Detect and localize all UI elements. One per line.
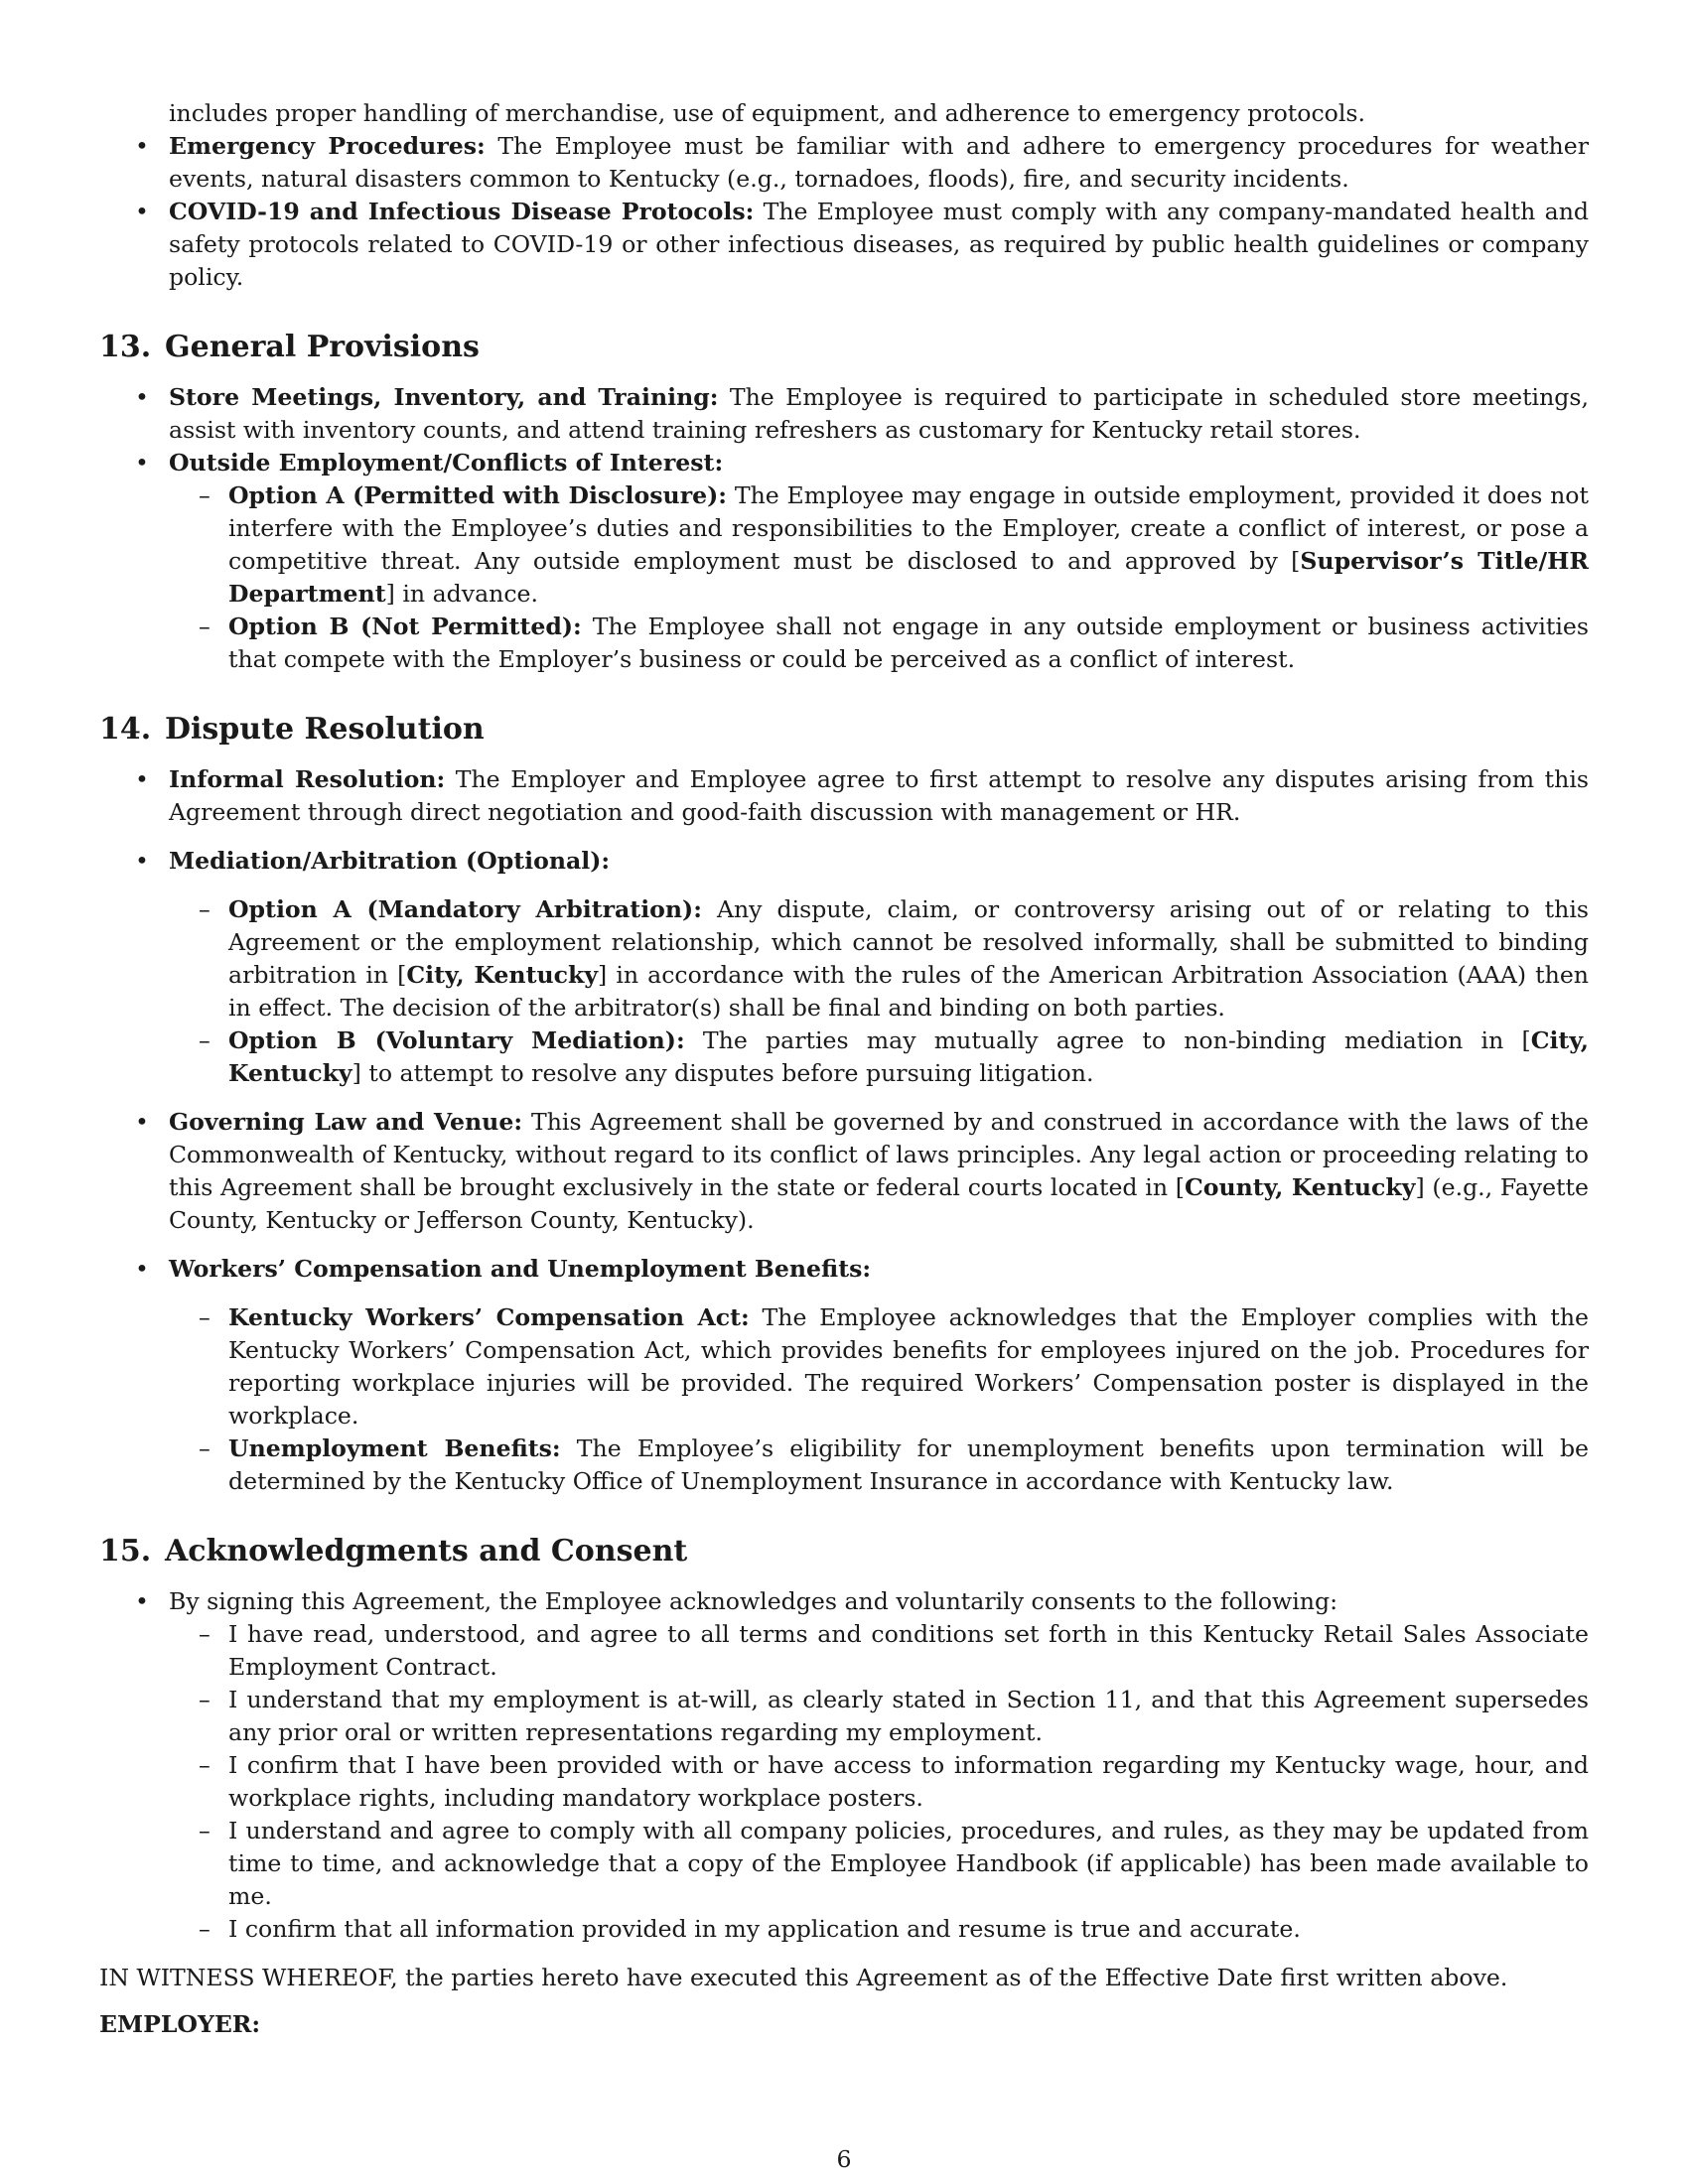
item-label: Governing Law and Venue:: [169, 1108, 523, 1136]
sub-item-option-b: [169, 1024, 1589, 1090]
item-text: The Employer and Employee agree to first attempt to resolve any disputes arising from this Agreement through direct negotiation and good-faith discussion with management or HR.: [169, 765, 1589, 826]
sub-item-option-a: [169, 479, 1589, 611]
option-text: The parties may mutually agree to non-binding mediation in [: [702, 1026, 1531, 1054]
item-label: Mediation/Arbitration (Optional):: [169, 847, 611, 875]
option-text-after: ] to attempt to resolve any disputes before pursuing litigation.: [352, 1059, 1094, 1087]
section-14-list: [99, 763, 1589, 1498]
list-item-consent: [99, 1585, 1589, 1946]
section-number: 13.: [99, 330, 152, 364]
option-text-after: ] in accordance with the rules of the American Arbitration Association (AAA) then in effect. The decision of the arbitrator(s) shall be final and binding on both parties.: [228, 961, 1589, 1022]
section-12-list: [99, 97, 1589, 294]
sub-item-option-b: [169, 611, 1589, 676]
section-title: Acknowledgments and Consent: [165, 1534, 688, 1569]
item-label: Emergency Procedures:: [169, 132, 486, 160]
sub-item-unemployment: [169, 1433, 1589, 1498]
option-label: Kentucky Workers’ Compensation Act:: [228, 1303, 750, 1331]
placeholder-bold: Supervisor’s Title/HR Department: [228, 547, 1589, 608]
sub-item: – I understand and agree to comply with all company policies, procedures, and rules, as they may be updated from time to time, and acknowledge that a copy of the Employee Handbook (if applicable) has been made available to me.: [169, 1815, 1589, 1913]
section-number: 15.: [99, 1534, 152, 1569]
list-item-workers-comp: [99, 1253, 1589, 1498]
placeholder-bold: County, Kentucky: [1184, 1173, 1416, 1201]
option-text: Any dispute, claim, or controversy arising out of or relating to this Agreement or the employment relationship, which cannot be resolved informally, shall be submitted to binding arbitration in [: [228, 895, 1590, 989]
list-item-emergency: [99, 130, 1589, 196]
sub-item-kentucky-wc-act: [169, 1301, 1589, 1433]
list-item: [99, 97, 1589, 130]
option-label: Option B (Voluntary Mediation):: [228, 1026, 685, 1054]
sub-list: [169, 1618, 1589, 1946]
section-number: 14.: [99, 712, 152, 747]
list-item-governing-law: [99, 1106, 1589, 1237]
list-item-mediation: [99, 845, 1589, 1090]
item-label: Workers’ Compensation and Unemployment Benefits:: [169, 1255, 872, 1283]
list-item-store-meetings: [99, 381, 1589, 447]
option-label: Unemployment Benefits:: [228, 1434, 561, 1462]
list-item-covid: [99, 196, 1589, 294]
option-text-after: ] in advance.: [385, 580, 539, 608]
section-title: Dispute Resolution: [165, 712, 485, 747]
sub-item: – I understand that my employment is at-will, as clearly stated in Section 11, and that this Agreement supersedes any prior oral or written representations regarding my employment.: [169, 1684, 1589, 1749]
option-text: The Employee shall not engage in any outside employment or business activities that compete with the Employer’s business or could be perceived as a conflict of interest.: [228, 613, 1590, 673]
item-label: Outside Employment/Conflicts of Interest:: [169, 449, 724, 477]
sub-item: – I have read, understood, and agree to all terms and conditions set forth in this Kentucky Retail Sales Associate Employment Contract.: [169, 1618, 1589, 1684]
item-text: The Employee must comply with any company-mandated health and safety protocols related to COVID-19 or other infectious diseases, as required by public health guidelines or company policy.: [169, 198, 1589, 291]
section-15-list: [99, 1585, 1589, 1946]
item-text-after: ] (e.g., Fayette County, Kentucky or Jefferson County, Kentucky).: [169, 1173, 1589, 1234]
item-label: Store Meetings, Inventory, and Training:: [169, 383, 719, 411]
item-label: Informal Resolution:: [169, 765, 446, 793]
item-text: By signing this Agreement, the Employee acknowledges and voluntarily consents to the following:: [169, 1587, 1338, 1615]
section-15-heading: [99, 1532, 1589, 1571]
sub-list: [169, 479, 1589, 676]
list-item-informal-resolution: [99, 763, 1589, 829]
sub-item: – I confirm that I have been provided with or have access to information regarding my Kentucky wage, hour, and workplace rights, including mandatory workplace posters.: [169, 1749, 1589, 1815]
document-page: [99, 97, 1589, 2041]
section-title: General Provisions: [165, 330, 480, 364]
witness-statement: IN WITNESS WHEREOF, the parties hereto have executed this Agreement as of the Effective Date first written above.: [99, 1964, 1508, 1991]
placeholder-bold: City, Kentucky: [228, 1026, 1589, 1087]
continuation-text: includes proper handling of merchandise, use of equipment, and adherence to emergency protocols.: [169, 99, 1366, 127]
section-14-heading: [99, 710, 1589, 750]
option-text: The Employee’s eligibility for unemployment benefits upon termination will be determined by the Kentucky Office of Unemployment Insurance in accordance with Kentucky law.: [228, 1434, 1590, 1495]
page-number: 6: [836, 2145, 852, 2173]
employer-label: EMPLOYER:: [99, 2010, 261, 2038]
item-text: This Agreement shall be governed by and construed in accordance with the laws of the Commonwealth of Kentucky, without regard to its conflict of laws principles. Any legal action or proceeding relating to this Agreement shall be brought exclusively in the state or federal courts located in [: [169, 1108, 1589, 1201]
sub-item-option-a: [169, 893, 1589, 1024]
option-text: The Employee may engage in outside employment, provided it does not interfere with the Employee’s duties and responsibilities to the Employer, create a conflict of interest, or pose a competitive threat. Any outside employment must be disclosed to and approved by [: [228, 481, 1589, 575]
item-label: COVID-19 and Infectious Disease Protocols:: [169, 198, 755, 225]
section-13-list: [99, 381, 1589, 676]
option-label: Option A (Mandatory Arbitration):: [228, 895, 702, 923]
sub-list: [169, 1301, 1589, 1498]
section-13-heading: [99, 328, 1589, 367]
sub-list: [169, 893, 1589, 1090]
item-text: The Employee is required to participate in scheduled store meetings, assist with inventory counts, and attend training refreshers as customary for Kentucky retail stores.: [169, 383, 1590, 444]
option-text: The Employee acknowledges that the Employer complies with the Kentucky Workers’ Compensation Act, which provides benefits for employees injured on the job. Procedures for reporting workplace injuries will be provided. The required Workers’ Compensation poster is displayed in the workplace.: [228, 1303, 1589, 1430]
sub-item: – I confirm that all information provided in my application and resume is true and accurate.: [169, 1913, 1589, 1946]
item-text: The Employee must be familiar with and adhere to emergency procedures for weather events, natural disasters common to Kentucky (e.g., tornadoes, floods), fire, and security incidents.: [169, 132, 1589, 193]
placeholder-bold: City, Kentucky: [406, 961, 599, 989]
option-label: Option B (Not Permitted):: [228, 613, 582, 640]
list-item-outside-employment: [99, 447, 1589, 676]
option-label: Option A (Permitted with Disclosure):: [228, 481, 728, 509]
